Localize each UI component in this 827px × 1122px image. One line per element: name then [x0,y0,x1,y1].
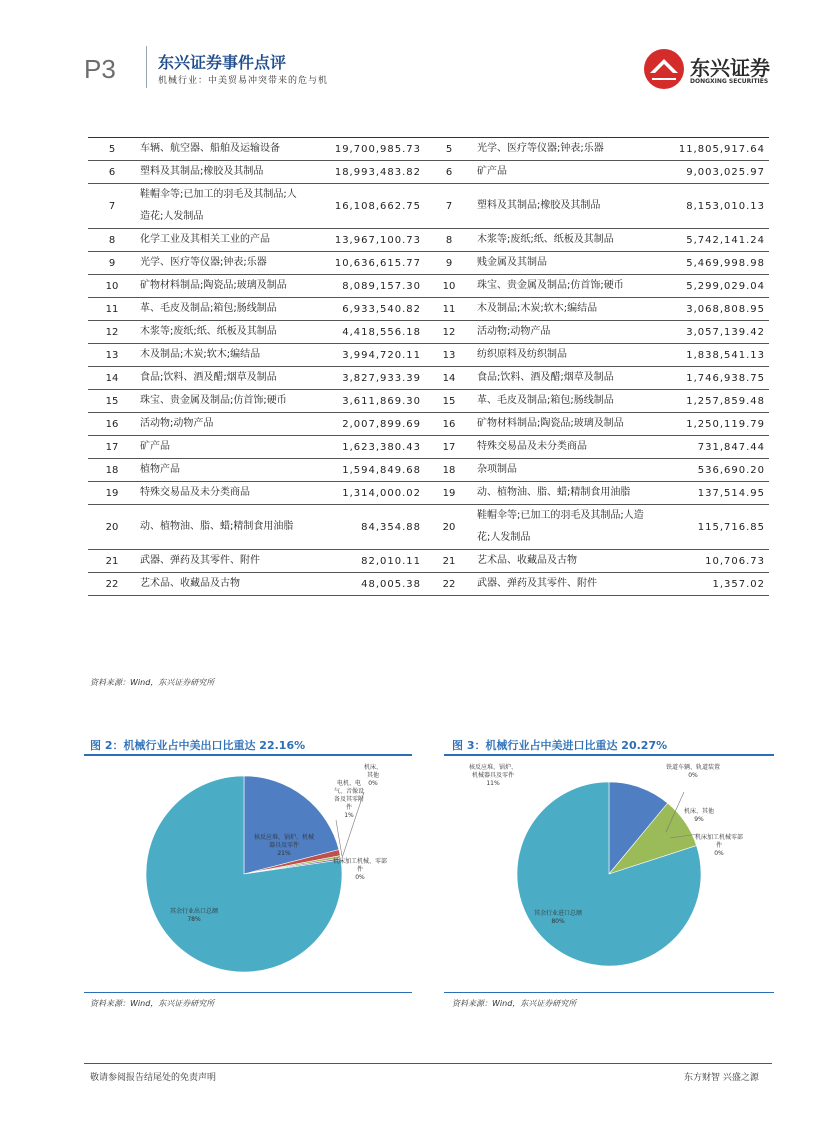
cell-rank-right: 16 [425,413,473,436]
cell-product-left: 塑料及其制品;橡胶及其制品 [136,161,302,184]
table-row [88,367,769,390]
logo-cn-text: 东兴证券 [690,56,770,80]
cell-value-right: 9,003,025.97 [661,161,769,184]
cell-product-left: 动、植物油、脂、蜡;精制食用油脂 [136,505,302,550]
table-row [88,321,769,344]
cell-value-left: 48,005.38 [302,573,425,596]
cell-rank-right: 6 [425,161,473,184]
cell-rank-right: 18 [425,459,473,482]
cell-product-left: 化学工业及其相关工业的产品 [136,229,302,252]
cell-rank-left: 7 [88,184,136,229]
report-title: 东兴证券事件点评 [158,53,287,72]
cell-rank-right: 7 [425,184,473,229]
cell-product-left: 矿物材料制品;陶瓷品;玻璃及制品 [136,275,302,298]
cell-product-left: 鞋帽伞等;已加工的羽毛及其制品;人造花;人发制品 [136,184,302,229]
cell-rank-right: 5 [425,138,473,161]
table-row [88,229,769,252]
footer-rule [84,1063,772,1064]
cell-product-right: 矿物材料制品;陶瓷品;玻璃及制品 [473,413,661,436]
cell-rank-left: 21 [88,550,136,573]
cell-value-right: 11,805,917.64 [661,138,769,161]
cell-product-right: 木浆等;废纸;纸、纸板及其制品 [473,229,661,252]
cell-product-left: 艺术品、收藏品及古物 [136,573,302,596]
cell-rank-left: 22 [88,573,136,596]
cell-rank-right: 11 [425,298,473,321]
cell-product-right: 纺织原料及纺织制品 [473,344,661,367]
figure-2-top-rule [84,754,412,756]
header-divider [146,46,147,88]
logo-en-text: DONGXING SECURITIES [690,78,769,85]
cell-value-right: 8,153,010.13 [661,184,769,229]
cell-rank-right: 12 [425,321,473,344]
cell-rank-left: 15 [88,390,136,413]
cell-rank-right: 9 [425,252,473,275]
cell-rank-left: 18 [88,459,136,482]
cell-value-left: 2,007,899.69 [302,413,425,436]
pie1-label-slice4: 其余行业出口总额 78% [169,908,218,923]
cell-value-left: 3,994,720.11 [302,344,425,367]
cell-value-right: 1,746,938.75 [661,367,769,390]
cell-value-left: 8,089,157.30 [302,275,425,298]
figure-3-pie-chart [444,758,774,990]
cell-product-left: 武器、弹药及其零件、附件 [136,550,302,573]
cell-value-left: 4,418,556.18 [302,321,425,344]
cell-rank-left: 13 [88,344,136,367]
pie2-extra-label-0: 铁道车辆、轨道装置 0% [666,764,721,779]
cell-product-left: 珠宝、贵金属及制品;仿首饰;硬币 [136,390,302,413]
cell-product-right: 鞋帽伞等;已加工的羽毛及其制品;人造花;人发制品 [473,505,661,550]
table-row [88,550,769,573]
cell-rank-left: 10 [88,275,136,298]
cell-rank-left: 5 [88,138,136,161]
cell-rank-right: 14 [425,367,473,390]
pie2-label-slice0: 核反应堆、锅炉、机械器具及零件 11% [468,764,517,787]
trade-ranking-table [88,137,769,596]
cell-rank-right: 19 [425,482,473,505]
cell-value-right: 536,690.20 [661,459,769,482]
cell-value-right: 5,469,998.98 [661,252,769,275]
cell-rank-left: 16 [88,413,136,436]
pie1-label-slice3: 机床加工机械、零部件 0% [332,858,387,881]
footer-slogan: 东方财智 兴盛之源 [684,1073,759,1083]
cell-rank-right: 15 [425,390,473,413]
cell-product-right: 特殊交易品及未分类商品 [473,436,661,459]
table-row [88,344,769,367]
cell-rank-right: 13 [425,344,473,367]
cell-product-right: 杂项制品 [473,459,661,482]
cell-rank-right: 8 [425,229,473,252]
cell-value-left: 10,636,615.77 [302,252,425,275]
cell-value-right: 3,057,139.42 [661,321,769,344]
cell-product-right: 武器、弹药及其零件、附件 [473,573,661,596]
cell-product-right: 珠宝、贵金属及制品;仿首饰;硬币 [473,275,661,298]
figure-3-bottom-rule [444,992,774,993]
cell-product-left: 矿产品 [136,436,302,459]
figure-2-bottom-rule [84,992,412,993]
table-row [88,161,769,184]
cell-product-right: 塑料及其制品;橡胶及其制品 [473,184,661,229]
pie1-label-slice0: 核反应堆、锅炉、机械器具及零件 21% [254,834,315,857]
cell-product-left: 革、毛皮及制品;箱包;肠线制品 [136,298,302,321]
cell-rank-left: 20 [88,505,136,550]
cell-product-left: 光学、医疗等仪器;钟表;乐器 [136,252,302,275]
cell-rank-right: 20 [425,505,473,550]
cell-value-right: 3,068,808.95 [661,298,769,321]
cell-product-right: 矿产品 [473,161,661,184]
table-row [88,390,769,413]
figure-3-title: 图 3：机械行业占中美进口比重达 20.27% [452,739,668,752]
table-row [88,505,769,550]
cell-value-right: 1,357.02 [661,573,769,596]
cell-value-left: 16,108,662.75 [302,184,425,229]
cell-product-right: 贱金属及其制品 [473,252,661,275]
table-row [88,184,769,229]
cell-product-left: 木及制品;木炭;软木;编结品 [136,344,302,367]
cell-value-left: 1,623,380.43 [302,436,425,459]
cell-value-right: 10,706.73 [661,550,769,573]
cell-value-right: 5,299,029.04 [661,275,769,298]
cell-rank-left: 17 [88,436,136,459]
cell-rank-left: 19 [88,482,136,505]
cell-value-right: 5,742,141.24 [661,229,769,252]
cell-product-right: 动、植物油、脂、蜡;精制食用油脂 [473,482,661,505]
footer-disclaimer: 敬请参阅报告结尾处的免责声明 [90,1073,217,1083]
cell-product-left: 车辆、航空器、船舶及运输设备 [136,138,302,161]
cell-rank-right: 17 [425,436,473,459]
cell-product-right: 木及制品;木炭;软木;编结品 [473,298,661,321]
figure-2-source: 资料来源：Wind，东兴证券研究所 [90,999,215,1008]
cell-value-left: 19,700,985.73 [302,138,425,161]
cell-value-right: 731,847.44 [661,436,769,459]
cell-value-left: 82,010.11 [302,550,425,573]
cell-value-left: 1,314,000.02 [302,482,425,505]
cell-value-left: 1,594,849.68 [302,459,425,482]
table-row [88,436,769,459]
table-row [88,252,769,275]
figure-2-title: 图 2：机械行业占中美出口比重达 22.16% [90,739,306,752]
cell-value-right: 1,250,119.79 [661,413,769,436]
figure-3-source: 资料来源：Wind，东兴证券研究所 [452,999,577,1008]
report-subtitle: 机械行业：中美贸易冲突带来的危与机 [158,76,329,86]
cell-product-right: 活动物;动物产品 [473,321,661,344]
cell-rank-left: 11 [88,298,136,321]
cell-value-left: 18,993,483.82 [302,161,425,184]
cell-product-left: 活动物;动物产品 [136,413,302,436]
cell-value-right: 115,716.85 [661,505,769,550]
cell-value-right: 1,838,541.13 [661,344,769,367]
cell-value-right: 137,514.95 [661,482,769,505]
cell-rank-left: 6 [88,161,136,184]
cell-rank-left: 14 [88,367,136,390]
cell-value-left: 13,967,100.73 [302,229,425,252]
cell-value-right: 1,257,859.48 [661,390,769,413]
pie2-label-slice2: 其余行业进口总额 80% [533,910,582,925]
cell-value-left: 84,354.88 [302,505,425,550]
cell-product-left: 特殊交易品及未分类商品 [136,482,302,505]
page-number: P3 [84,54,116,84]
cell-product-left: 木浆等;废纸;纸、纸板及其制品 [136,321,302,344]
cell-value-left: 3,827,933.39 [302,367,425,390]
cell-rank-left: 8 [88,229,136,252]
cell-value-left: 3,611,869.30 [302,390,425,413]
cell-product-right: 艺术品、收藏品及古物 [473,550,661,573]
cell-product-right: 光学、医疗等仪器;钟表;乐器 [473,138,661,161]
figure-3-top-rule [444,754,774,756]
table-row [88,573,769,596]
cell-rank-left: 9 [88,252,136,275]
table-source: 资料来源：Wind，东兴证券研究所 [90,678,215,687]
table-row [88,138,769,161]
table-row [88,413,769,436]
pie1-label-slice1: 电机、电气、音像设备及其零附件 1% [334,780,365,819]
table-row [88,459,769,482]
pie2-extra-label-1: 机床加工机械零部件 0% [694,834,743,857]
cell-product-right: 革、毛皮及制品;箱包;肠线制品 [473,390,661,413]
cell-product-left: 植物产品 [136,459,302,482]
table-row [88,482,769,505]
cell-rank-right: 21 [425,550,473,573]
table-row [88,298,769,321]
table-row [88,275,769,298]
cell-product-right: 食品;饮料、酒及醋;烟草及制品 [473,367,661,390]
cell-value-left: 6,933,540.82 [302,298,425,321]
cell-rank-left: 12 [88,321,136,344]
cell-rank-right: 22 [425,573,473,596]
cell-product-left: 食品;饮料、酒及醋;烟草及制品 [136,367,302,390]
pie1-label-slice2: 机床、其他 0% [363,764,382,787]
cell-rank-right: 10 [425,275,473,298]
pie2-label-slice1: 机床、其他 9% [683,808,714,823]
